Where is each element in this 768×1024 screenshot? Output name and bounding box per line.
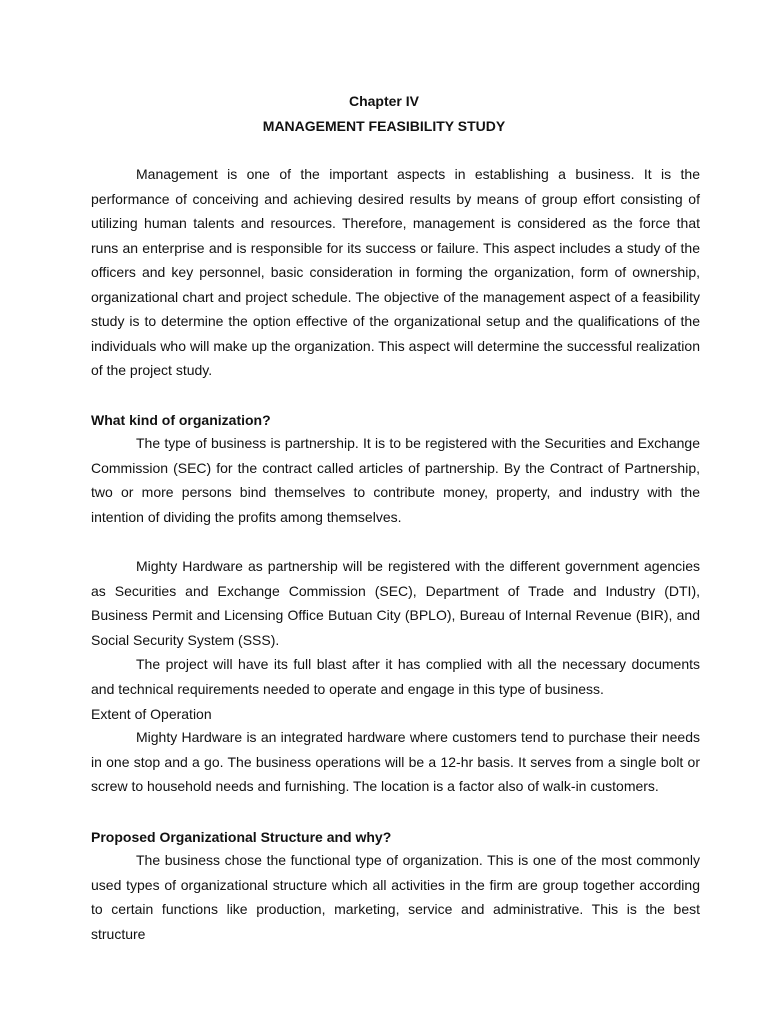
section-heading-org-structure: Proposed Organizational Structure and why? [91, 829, 392, 845]
page-title: MANAGEMENT FEASIBILITY STUDY [262, 118, 506, 134]
chapter-label: Chapter IV [348, 93, 419, 109]
extent-paragraph: Mighty Hardware is an integrated hardware where customers tend to purchase their needs in one stop and a go. The business operations will be a 12-hr basis. It serves from a single bolt or screw to household needs and furnishing. The location is a factor also of walk-in customers. [91, 729, 700, 794]
registration-paragraph: Mighty Hardware as partnership will be registered with the different government agencies as Securities and Exchange Commission (SEC), Department of Trade and Industry (DTI), Business Permit and Licensing Office Butuan City (BPLO), Bureau of Internal Revenue (BIR), and Social Security System (SSS). [91, 558, 700, 648]
compliance-paragraph: The project will have its full blast after it has complied with all the necessary documents and technical requirements needed to operate and engage in this type of business. [91, 656, 700, 697]
intro-paragraph: Management is one of the important aspects in establishing a business. It is the performance of conceiving and achieving desired results by means of group effort consisting of utilizing human talents and resources. Therefore, management is considered as the force that runs an enterprise and is responsible for its success or failure. This aspect includes a study of the officers and key personnel, basic consideration in forming the organization, form of ownership, organizational chart and project schedule. The objective of the management aspect of a feasibility study is to determine the option effective of the organizational setup and the qualifications of the individuals who will make up the organization. This aspect will determine the successful realization of the project study. [91, 166, 700, 378]
partnership-paragraph: The type of business is partnership. It is to be registered with the Securities and Exchange Commission (SEC) for the contract called articles of partnership. By the Contract of Partnership, two or more persons bind themselves to contribute money, property, and industry with the intention of dividing the profits among themselves. [91, 435, 700, 525]
section-heading-organization-kind: What kind of organization? [91, 412, 271, 428]
org-structure-paragraph: The business chose the functional type of organization. This is one of the most commonly used types of organizational structure which all activities in the firm are group together according to certain functions like production, marketing, service and administrative. This is the best structure [91, 852, 700, 942]
extent-of-operation-label: Extent of Operation [91, 706, 212, 722]
